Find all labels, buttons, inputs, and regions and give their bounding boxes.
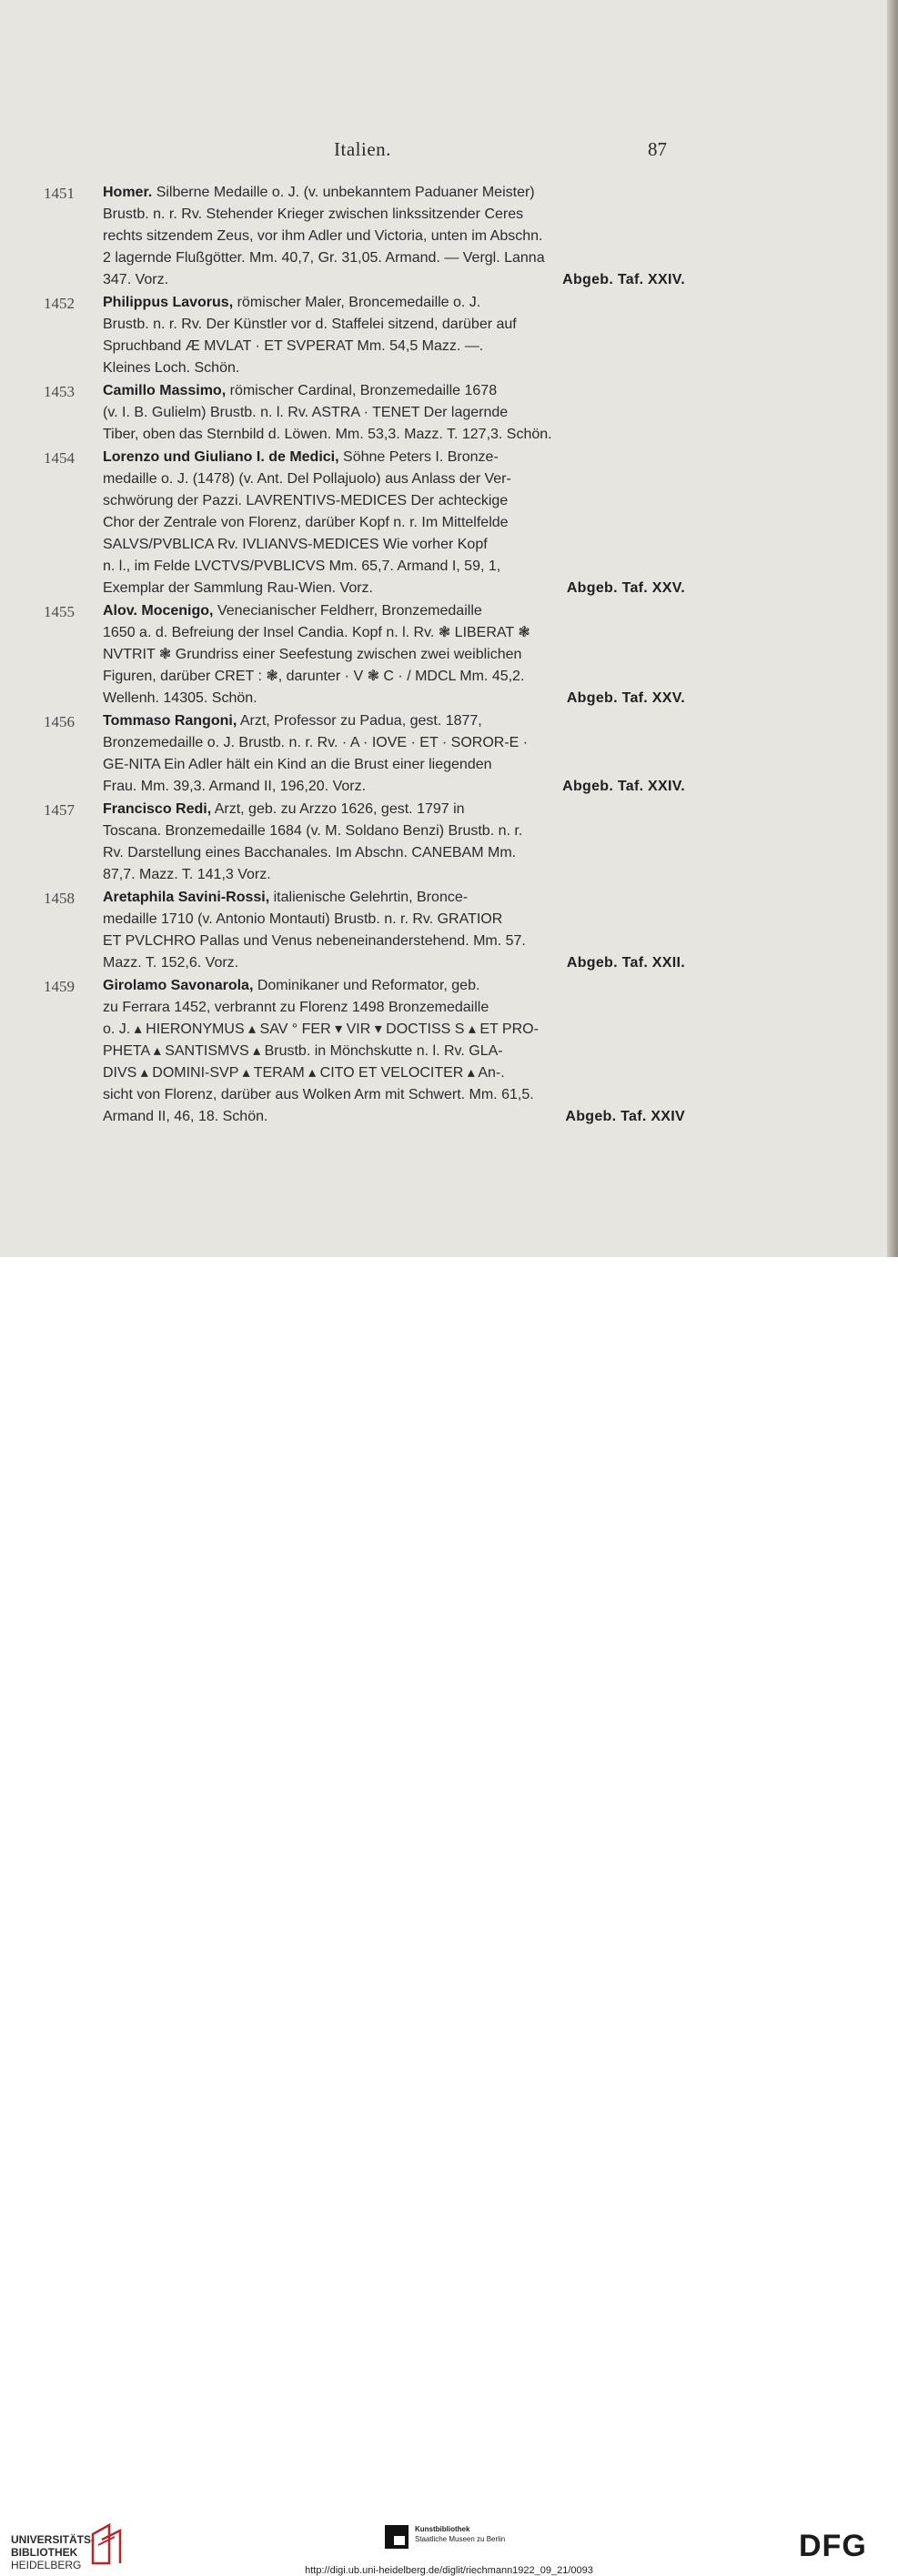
ub-heidelberg-logo-text: UNIVERSITÄTS- BIBLIOTHEK HEIDELBERG: [11, 2533, 96, 2571]
entry-text: SALVS/PVBLICA Rv. IVLIANVS-MEDICES Wie vorher Kopf: [103, 537, 488, 552]
entry-line: [103, 512, 685, 534]
entry-text: 87,7. Mazz. T. 141,3 Vorz.: [103, 867, 271, 882]
entry-line: [103, 754, 685, 776]
entry-text: Silberne Medaille o. J. (v. unbekanntem Paduaner Meister): [156, 185, 535, 200]
entry-line: [103, 622, 685, 644]
entry-line: [103, 1062, 685, 1084]
entry-line: [103, 447, 685, 468]
entry-text: (v. I. B. Gulielm) Brustb. n. l. Rv. ASTRA · TENET Der lagernde: [103, 405, 509, 420]
entry-heading: Homer.: [103, 185, 153, 200]
entry-heading: Girolamo Savonarola,: [103, 978, 254, 993]
entry-line: [103, 336, 685, 357]
entry-text: GE-NITA Ein Adler hält ein Kind an die Brust einer liegenden: [103, 757, 492, 772]
entry-line: [103, 292, 685, 314]
entry-line: [103, 402, 685, 424]
entry-text: Frau. Mm. 39,3. Armand II, 196,20. Vorz.: [103, 779, 367, 794]
entry-text: Exemplar der Sammlung Rau-Wien. Vorz.: [103, 580, 373, 596]
entry-text: Chor der Zentrale von Florenz, darüber Kopf n. r. Im Mittelfelde: [103, 515, 509, 530]
entry-text: n. l., im Felde LVCTVS/PVBLICVS Mm. 65,7. Armand I, 59, 1,: [103, 558, 501, 574]
entry-line: [103, 887, 685, 909]
entry-text: Brustb. n. r. Rv. Der Künstler vor d. Staffelei sitzend, darüber auf: [103, 317, 517, 332]
entry-line: [103, 909, 685, 931]
entry-text: 1650 a. d. Befreiung der Insel Candia. Kopf n. l. Rv. ❃ LIBERAT ❃: [103, 625, 530, 640]
ub-heidelberg-logo-icon: [89, 2521, 126, 2567]
entry-text: medaille o. J. (1478) (v. Ant. Del Pollajuolo) aus Anlass der Ver-: [103, 471, 511, 487]
entry-text: römischer Maler, Broncemedaille o. J.: [237, 295, 481, 310]
entry-line: [103, 864, 685, 886]
entry-number: 1458: [44, 890, 75, 907]
entry-text: italienische Gelehrtin, Bronce-: [273, 890, 469, 905]
plate-reference: Abgeb. Taf. XXV.: [566, 690, 685, 706]
entry-number: 1455: [44, 603, 75, 620]
kunstbibliothek-logo-icon: [385, 2525, 409, 2549]
entry-text: Toscana. Bronzemedaille 1684 (v. M. Soldano Benzi) Brustb. n. r.: [103, 823, 523, 839]
page-edge: [887, 0, 898, 1257]
entry-text: medaille 1710 (v. Antonio Montauti) Brustb. n. r. Rv. GRATIOR: [103, 911, 503, 927]
entry-line: [103, 600, 685, 622]
entry-heading: Philippus Lavorus,: [103, 295, 234, 310]
entry-line: [103, 424, 685, 446]
entry-line: [103, 842, 685, 864]
permalink-url[interactable]: http://digi.ub.uni-heidelberg.de/diglit/riechmann1922_09_21/0093: [305, 2565, 593, 2576]
entry-text: Tiber, oben das Sternbild d. Löwen. Mm. 53,3. Mazz. T. 127,3. Schön.: [103, 427, 552, 442]
entry-text: DIVS ▴ DOMINI-SVP ▴ TERAM ▴ CITO ET VELOCITER ▴ An-.: [103, 1065, 505, 1081]
entry-line: [103, 710, 685, 732]
entry-number: 1457: [44, 801, 75, 819]
entry-text: schwörung der Pazzi. LAVRENTIVS-MEDICES Der achteckige: [103, 493, 509, 508]
entry-line: [103, 269, 685, 291]
plate-reference: Abgeb. Taf. XXII.: [566, 955, 685, 971]
plate-reference: Abgeb. Taf. XXIV.: [562, 272, 685, 287]
entry-line: [103, 204, 685, 226]
entry-line: [103, 975, 685, 997]
footer-bar: [0, 1257, 898, 2576]
entry-line: [103, 1106, 685, 1128]
entry-text: zu Ferrara 1452, verbrannt zu Florenz 1498 Bronzemedaille: [103, 1000, 489, 1015]
entry-line: [103, 314, 685, 336]
entry-text: o. J. ▴ HIERONYMUS ▴ SAV ° FER ▾ VIR ▾ DOCTISS S ▴ ET PRO-: [103, 1021, 539, 1037]
entry-text: Rv. Darstellung eines Bacchanales. Im Abschn. CANEBAM Mm.: [103, 845, 517, 860]
entry-line: [103, 666, 685, 688]
entry-line: [103, 688, 685, 709]
dfg-logo: DFG: [799, 2529, 867, 2563]
plate-reference: Abgeb. Taf. XXV.: [566, 580, 685, 596]
entry-number: 1452: [44, 295, 75, 312]
plate-reference: Abgeb. Taf. XXIV: [565, 1109, 685, 1124]
entry-text: Arzt, geb. zu Arzzo 1626, gest. 1797 in: [214, 801, 465, 817]
entry-text: Figuren, darüber CRET : ❃, darunter · V ❃ C · / MDCL Mm. 45,2.: [103, 669, 525, 684]
entry-number: 1451: [44, 185, 75, 202]
entry-line: [103, 534, 685, 556]
entry-number: 1459: [44, 978, 75, 995]
entry-number: 1453: [44, 383, 75, 400]
plate-reference: Abgeb. Taf. XXIV.: [562, 779, 685, 794]
entry-heading: Francisco Redi,: [103, 801, 212, 817]
entry-text: sicht von Florenz, darüber aus Wolken Arm mit Schwert. Mm. 61,5.: [103, 1087, 534, 1102]
running-title: Italien.: [334, 138, 391, 160]
entry-line: [103, 468, 685, 490]
entry-line: [103, 820, 685, 842]
entry-line: [103, 1019, 685, 1041]
entry-line: [103, 776, 685, 798]
entry-line: [103, 380, 685, 402]
entry-heading: Alov. Mocenigo,: [103, 603, 214, 619]
entry-text: Bronzemedaille o. J. Brustb. n. r. Rv. · A · IOVE · ET · SOROR-E ·: [103, 735, 529, 750]
page-number: 87: [648, 138, 667, 160]
entry-line: [103, 357, 685, 379]
entry-text: Wellenh. 14305. Schön.: [103, 690, 257, 706]
entry-text: 2 lagernde Flußgötter. Mm. 40,7, Gr. 31,05. Armand. — Vergl. Lanna: [103, 250, 545, 266]
entry-line: [103, 931, 685, 952]
entry-number: 1454: [44, 449, 75, 467]
entry-heading: Tommaso Rangoni,: [103, 713, 237, 729]
entry-line: [103, 490, 685, 512]
entry-line: [103, 226, 685, 247]
entry-text: PHETA ▴ SANTISMVS ▴ Brustb. in Mönchskutte n. l. Rv. GLA-: [103, 1043, 503, 1059]
entry-text: römischer Cardinal, Bronzemedaille 1678: [229, 383, 498, 398]
entry-line: [103, 556, 685, 578]
entry-heading: Camillo Massimo,: [103, 383, 227, 398]
entry-text: Spruchband Æ MVLAT · ET SVPERAT Mm. 54,5 Mazz. —.: [103, 338, 484, 354]
entry-text: Mazz. T. 152,6. Vorz.: [103, 955, 239, 971]
entry-text: Dominikaner und Reformator, geb.: [257, 978, 480, 993]
entry-heading: Lorenzo und Giuliano I. de Medici,: [103, 449, 339, 465]
entry-line: [103, 1041, 685, 1062]
entry-heading: Aretaphila Savini-Rossi,: [103, 890, 270, 905]
entry-line: [103, 247, 685, 269]
entry-line: [103, 997, 685, 1019]
entry-text: Brustb. n. r. Rv. Stehender Krieger zwischen linkssitzender Ceres: [103, 206, 524, 222]
entry-line: [103, 799, 685, 820]
entry-text: NVTRIT ❃ Grundriss einer Seefestung zwischen zwei weiblichen: [103, 647, 522, 662]
entry-text: Söhne Peters I. Bronze-: [343, 449, 499, 465]
entry-text: rechts sitzendem Zeus, vor ihm Adler und Victoria, unten im Abschn.: [103, 228, 543, 244]
entry-number: 1456: [44, 713, 75, 730]
entry-line: [103, 1084, 685, 1106]
entry-text: Kleines Loch. Schön.: [103, 360, 240, 376]
entry-line: [103, 952, 685, 974]
entry-line: [103, 644, 685, 666]
entry-line: [103, 732, 685, 754]
entry-line: [103, 578, 685, 599]
entry-text: ET PVLCHRO Pallas und Venus nebeneinanderstehend. Mm. 57.: [103, 933, 526, 949]
entry-text: 347. Vorz.: [103, 272, 169, 287]
entry-text: Venecianischer Feldherr, Bronzemedaille: [217, 603, 482, 619]
kunstbibliothek-logo-text: Kunstbibliothek Staatliche Museen zu Berlin: [415, 2525, 506, 2543]
entry-line: [103, 182, 685, 204]
entry-text: Armand II, 46, 18. Schön.: [103, 1109, 268, 1124]
entry-text: Arzt, Professor zu Padua, gest. 1877,: [239, 713, 482, 729]
